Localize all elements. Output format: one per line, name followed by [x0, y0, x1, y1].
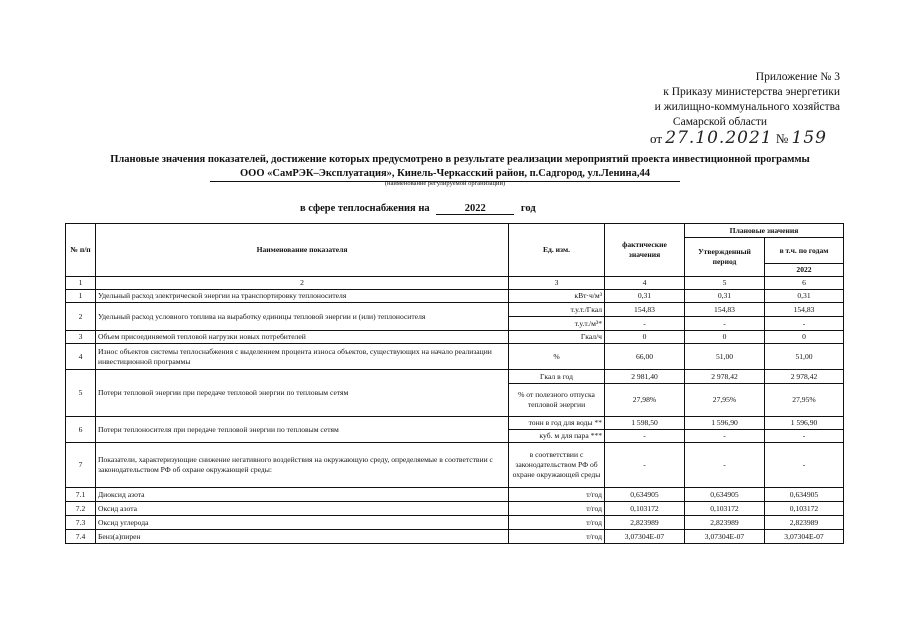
row-year-value: 51,00 — [765, 344, 844, 370]
row-actual: 2,823989 — [605, 516, 685, 530]
row-actual: 27,98% — [605, 384, 685, 417]
row-year-value: 1 596,90 — [765, 417, 844, 430]
row-unit: т/год — [509, 502, 605, 516]
row-year-value: 0,634905 — [765, 488, 844, 502]
table-row — [66, 290, 844, 303]
row-approved: - — [685, 443, 765, 488]
row-unit: в соответствии с законодательством РФ об охране окружающей среды — [509, 443, 605, 488]
row-year-value: - — [765, 443, 844, 488]
row-actual: 154,83 — [605, 303, 685, 317]
row-approved: 2 978,42 — [685, 370, 765, 384]
organization-name: ООО «СамРЭК–Эксплуатация», Кинель-Черкасский район, п.Садгород, ул.Ленина,44 — [210, 167, 680, 182]
sphere-suffix: год — [520, 203, 536, 214]
row-approved: - — [685, 317, 765, 331]
row-year-value: 27,95% — [765, 384, 844, 417]
row-num: 7.3 — [66, 516, 96, 530]
table-row — [66, 331, 844, 344]
sphere-line — [300, 203, 536, 215]
decree-number: 159 — [791, 128, 827, 148]
row-name: Оксид азота — [96, 502, 509, 516]
organization-note: (наименование регулируемой организации) — [384, 180, 506, 187]
row-num: 5 — [66, 370, 96, 417]
row-actual: 1 598,50 — [605, 417, 685, 430]
row-year-value: 0,31 — [765, 290, 844, 303]
row-unit: т.у.т./м³* — [509, 317, 605, 331]
row-actual: 0,103172 — [605, 502, 685, 516]
row-approved: 1 596,90 — [685, 417, 765, 430]
table-row — [66, 303, 844, 317]
header-year: 2022 — [765, 264, 844, 277]
row-name: Удельный расход условного топлива на выработку единицы тепловой энергии и (или) теплоносителя — [96, 303, 509, 331]
row-num: 7.2 — [66, 502, 96, 516]
col-number: 2 — [96, 277, 509, 290]
row-year-value: 0,103172 — [765, 502, 844, 516]
row-unit: т/год — [509, 516, 605, 530]
header-unit: Ед. изм. — [509, 224, 605, 277]
col-number: 1 — [66, 277, 96, 290]
table-row — [66, 530, 844, 544]
col-number: 6 — [765, 277, 844, 290]
sphere-year: 2022 — [436, 203, 514, 215]
row-actual: 66,00 — [605, 344, 685, 370]
col-number: 4 — [605, 277, 685, 290]
header-approved: Утвержденный период — [685, 238, 765, 277]
row-unit: т/год — [509, 530, 605, 544]
row-actual: 0 — [605, 331, 685, 344]
row-name: Бенз(а)пирен — [96, 530, 509, 544]
row-actual: 0,634905 — [605, 488, 685, 502]
col-number: 3 — [509, 277, 605, 290]
row-approved: 0,634905 — [685, 488, 765, 502]
appendix-line-2: к Приказу министерства энергетики — [663, 86, 840, 98]
row-year-value: 2 978,42 — [765, 370, 844, 384]
table-row — [66, 443, 844, 488]
row-actual: - — [605, 317, 685, 331]
row-name: Потери тепловой энергии при передаче тепловой энергии по тепловым сетям — [96, 370, 509, 417]
decree-number-label: № — [775, 131, 789, 146]
row-actual: 0,31 — [605, 290, 685, 303]
row-num: 1 — [66, 290, 96, 303]
row-actual: 3,07304E-07 — [605, 530, 685, 544]
appendix-line-4: Самарской области — [672, 116, 768, 128]
row-num: 7.1 — [66, 488, 96, 502]
table-row — [66, 488, 844, 502]
indicators-table — [65, 223, 844, 544]
row-num: 3 — [66, 331, 96, 344]
row-unit: Гкал/ч — [509, 331, 605, 344]
decree-from-label: от — [650, 131, 663, 146]
row-approved: 0,31 — [685, 290, 765, 303]
row-num: 6 — [66, 417, 96, 443]
row-year-value: 0 — [765, 331, 844, 344]
row-num: 4 — [66, 344, 96, 370]
appendix-line-3: и жилищно-коммунального хозяйства — [654, 101, 840, 113]
row-actual: - — [605, 443, 685, 488]
row-name: Износ объектов системы теплоснабжения с выделением процента износа объектов, существующих на начало реализации инвестиционной программы — [96, 344, 509, 370]
header-num: № п/п — [66, 224, 96, 277]
row-name: Диоксид азота — [96, 488, 509, 502]
row-year-value: - — [765, 317, 844, 331]
appendix-line-1: Приложение № 3 — [755, 71, 840, 83]
row-approved: 27,95% — [685, 384, 765, 417]
row-num: 2 — [66, 303, 96, 331]
sphere-prefix: в сфере теплоснабжения на — [300, 203, 430, 214]
row-unit: куб. м для пара *** — [509, 430, 605, 443]
row-unit: % — [509, 344, 605, 370]
row-approved: 0 — [685, 331, 765, 344]
appendix-block — [600, 70, 840, 130]
header-by-years: в т.ч. по годам — [765, 238, 844, 264]
col-number: 5 — [685, 277, 765, 290]
row-approved: 154,83 — [685, 303, 765, 317]
row-actual: 2 981,40 — [605, 370, 685, 384]
row-num: 7.4 — [66, 530, 96, 544]
row-approved: 51,00 — [685, 344, 765, 370]
row-name: Оксид углерода — [96, 516, 509, 530]
table-header-row — [66, 224, 844, 238]
row-unit: кВт·ч/м³ — [509, 290, 605, 303]
decree-line — [650, 128, 827, 148]
row-approved: 0,103172 — [685, 502, 765, 516]
document-title: Плановые значения показателей, достижение которых предусмотрено в результате реализации мероприятий проекта инвестиционной программы — [110, 154, 810, 165]
row-unit: т.у.т./Гкал — [509, 303, 605, 317]
row-approved: 2,823989 — [685, 516, 765, 530]
row-num: 7 — [66, 443, 96, 488]
header-planned: Плановые значения — [685, 224, 844, 238]
row-year-value: 154,83 — [765, 303, 844, 317]
row-year-value: 2,823989 — [765, 516, 844, 530]
column-numbers-row — [66, 277, 844, 290]
row-approved: - — [685, 430, 765, 443]
row-unit: % от полезного отпуска тепловой энергии — [509, 384, 605, 417]
table-row — [66, 344, 844, 370]
row-name: Показатели, характеризующие снижение негативного воздействия на окружающую среду, определяемые в соответствии с законодательством РФ об охране окружающей среды: — [96, 443, 509, 488]
row-year-value: - — [765, 430, 844, 443]
row-name: Потери теплоносителя при передаче тепловой энергии по тепловым сетям — [96, 417, 509, 443]
row-approved: 3,07304E-07 — [685, 530, 765, 544]
row-unit: тонн в год для воды ** — [509, 417, 605, 430]
row-unit: Гкал в год — [509, 370, 605, 384]
header-name: Наименование показателя — [96, 224, 509, 277]
header-actual: фактические значения — [605, 224, 685, 277]
row-unit: т/год — [509, 488, 605, 502]
row-actual: - — [605, 430, 685, 443]
table-row — [66, 370, 844, 384]
table-row — [66, 417, 844, 430]
row-name: Объем присоединяемой тепловой нагрузки новых потребителей — [96, 331, 509, 344]
row-name: Удельный расход электрической энергии на транспортировку теплоносителя — [96, 290, 509, 303]
table-row — [66, 516, 844, 530]
row-year-value: 3,07304E-07 — [765, 530, 844, 544]
decree-date: 27.10.2021 — [665, 128, 773, 148]
table-row — [66, 502, 844, 516]
